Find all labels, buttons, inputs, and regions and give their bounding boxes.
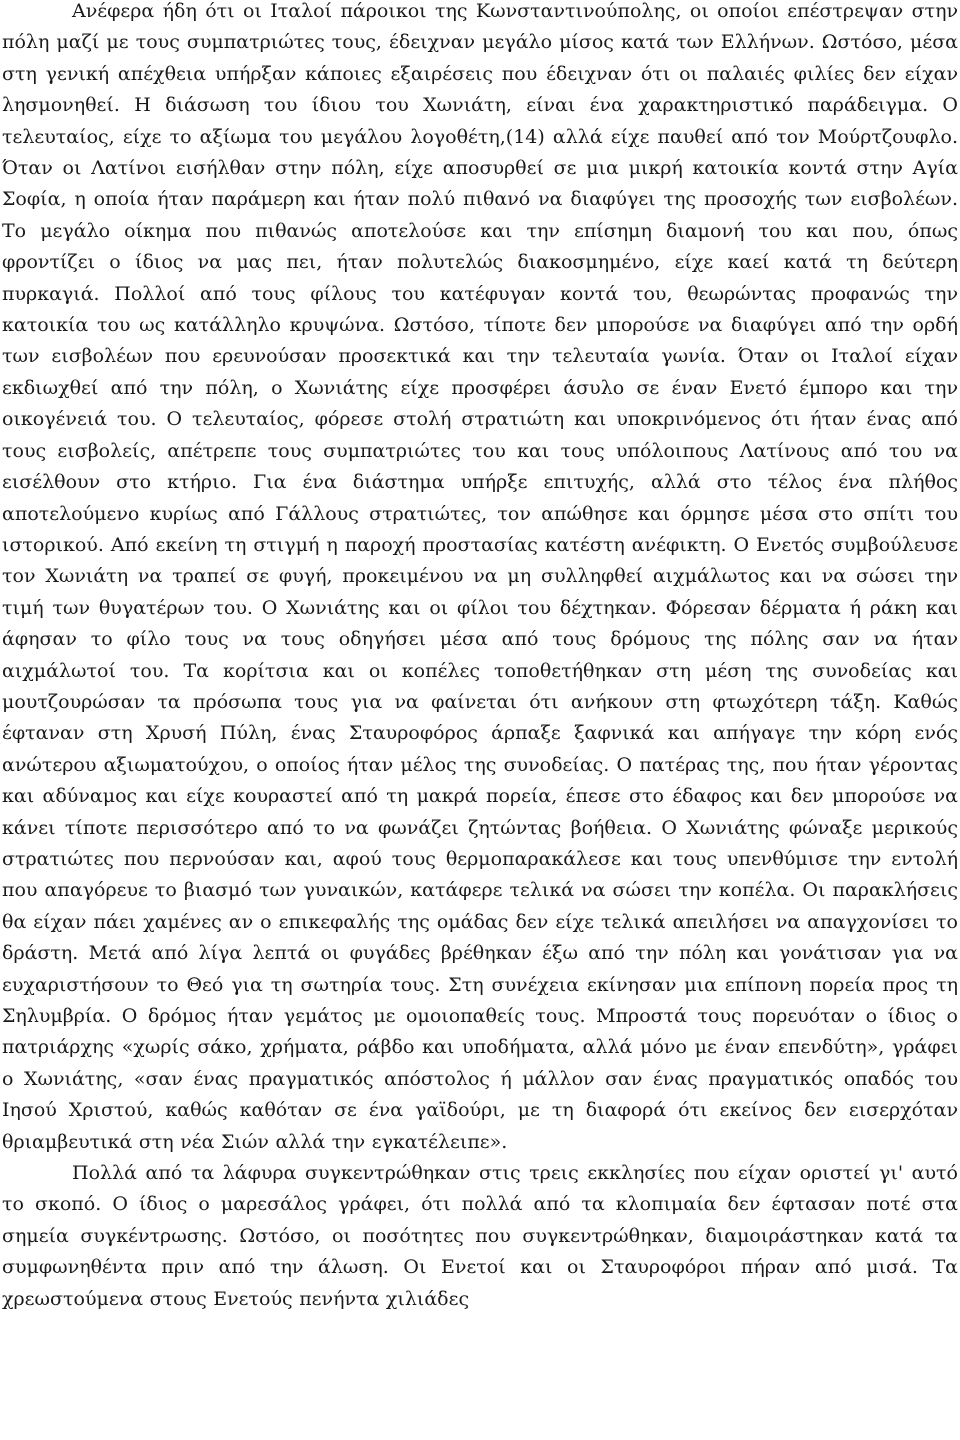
paragraph-2: Πολλά από τα λάφυρα συγκεντρώθηκαν στις τρεις εκκλησίες που είχαν οριστεί γι' αυτό το σκοπό. Ο ίδιος ο μαρεσάλος γράφει, ότι πολλά από τα κλοπιμαία δεν έφτασαν ποτέ στα σημεία συγκέντρωσης. Ωστόσο, οι ποσότητες που συγκεντρώθηκαν, διαμοιράστηκαν κατά τα συμφωνηθέντα πριν από την άλωση. Οι Ενετοί και οι Σταυροφόροι πήραν από μισά. Τα χρεωστούμενα στους Ενετούς πενήντα χιλιάδες [2,1162,958,1310]
paragraph-1: Ανέφερα ήδη ότι οι Ιταλοί πάροικοι της Κωνσταντινούπολης, οι οποίοι επέστρεψαν στην πόλη μαζί με τους συμπατριώτες τους, έδειχναν μεγάλο μίσος κατά των Ελλήνων. Ωστόσο, μέσα στη γενική απέχθεια υπήρξαν κάποιες εξαιρέσεις που έδειχναν ότι οι παλαιές φιλίες δεν είχαν λησμονηθεί. Η διάσωση του ίδιου του Χωνιάτη, είναι ένα χαρακτηριστικό παράδειγμα. Ο τελευταίος, είχε το αξίωμα του μεγάλου λογοθέτη,(14) αλλά είχε παυθεί από τον Μούρτζουφλο. Όταν οι Λατίνοι εισήλθαν στην πόλη, είχε αποσυρθεί σε μια μικρή κατοικία κοντά στην Αγία Σοφία, η οποία ήταν παράμερη και ήταν πολύ πιθανό να διαφύγει της προσοχής των εισβολέων. Το μεγάλο οίκημα που πιθανώς αποτελούσε και την επίσημη διαμονή του και που, όπως φροντίζει ο ίδιος να μας πει, ήταν πολυτελώς διακοσμημένο, είχε καεί κατά τη δεύτερη πυρκαγιά. Πολλοί από τους φίλους του κατέφυγαν κοντά του, θεωρώντας προφανώς την κατοικία του ως κατάλληλο κρυψώνα. Ωστόσο, τίποτε δεν μπορούσε να διαφύγει από την ορδή των εισβολέων που ερευνούσαν προσεκτικά και την τελευταία γωνία. Όταν οι Ιταλοί είχαν εκδιωχθεί από την πόλη, ο Χωνιάτης είχε προσφέρει άσυλο σε έναν Ενετό έμπορο και την οικογένειά του. Ο τελευταίος, φόρεσε στολή στρατιώτη και υποκρινόμενος ότι ήταν ένας από τους εισβολείς, απέτρεπε τους συμπατριώτες του και τους υπόλοιπους Λατίνους από του να εισέλθουν στο κτήριο. Για ένα διάστημα υπήρξε επιτυχής, αλλά στο τέλος ένα πλήθος αποτελούμενο κυρίως από Γάλλους στρατιώτες, τον απώθησε και όρμησε μέσα στο σπίτι του ιστορικού. Από εκείνη τη στιγμή η παροχή προστασίας κατέστη ανέφικτη. Ο Ενετός συμβούλευσε τον Χωνιάτη να τραπεί σε φυγή, προκειμένου να μη συλληφθεί αιχμάλωτος και να σώσει την τιμή των θυγατέρων του. Ο Χωνιάτης και οι φίλοι του δέχτηκαν. Φόρεσαν δέρματα ή ράκη και άφησαν το φίλο τους να τους οδηγήσει μέσα από τους δρόμους της πόλης σαν να ήταν αιχμάλωτοί του. Τα κορίτσια και οι κοπέλες τοποθετήθηκαν στη μέση της συνοδείας και μουτζουρώσαν τα πρόσωπα τους για να φαίνεται ότι ανήκουν στη φτωχότερη τάξη. Καθώς έφταναν στη Χρυσή Πύλη, ένας Σταυροφόρος άρπαξε ξαφνικά και απήγαγε την κόρη ενός ανώτερου αξιωματούχου, ο οποίος ήταν μέλος της συνοδείας. Ο πατέρας της, που ήταν γέροντας και αδύναμος και είχε κουραστεί από τη μακρά πορεία, έπεσε στο έδαφος και δεν μπορούσε να κάνει τίποτε περισσότερο από το να φωνάζει ζητώντας βοήθεια. Ο Χωνιάτης φώναξε μερικούς στρατιώτες που περνούσαν και, αφού τους θερμοπαρακάλεσε και τους υπενθύμισε την εντολή που απαγόρευε το βιασμό των γυναικών, κατάφερε τελικά να σώσει την κοπέλα. Οι παρακλήσεις θα είχαν πάει χαμένες αν ο επικεφαλής της ομάδας δεν είχε τελικά απειλήσει να απαγχονίσει το δράστη. Μετά από λίγα λεπτά οι φυγάδες βρέθηκαν έξω από την πόλη και γονάτισαν για να ευχαριστήσουν το Θεό για τη σωτηρία τους. Στη συνέχεια εκίνησαν μια επίπονη πορεία προς τη Σηλυμβρία. Ο δρόμος ήταν γεμάτος με ομοιοπαθείς τους. Μπροστά τους πορευόταν ο ίδιος ο πατριάρχης «χωρίς σάκο, χρήματα, ράβδο και υποδήματα, αλλά μόνο με έναν επενδύτη», γράφει ο Χωνιάτης, «σαν ένας πραγματικός απόστολος ή μάλλον σαν ένας πραγματικός οπαδός του Ιησού Χριστού, καθώς καθόταν σε ένα γαϊδούρι, με τη διαφορά ότι εκείνος δεν εισερχόταν θριαμβευτικά στη νέα Σιών αλλά την εγκατέλειπε». [2,0,958,1153]
